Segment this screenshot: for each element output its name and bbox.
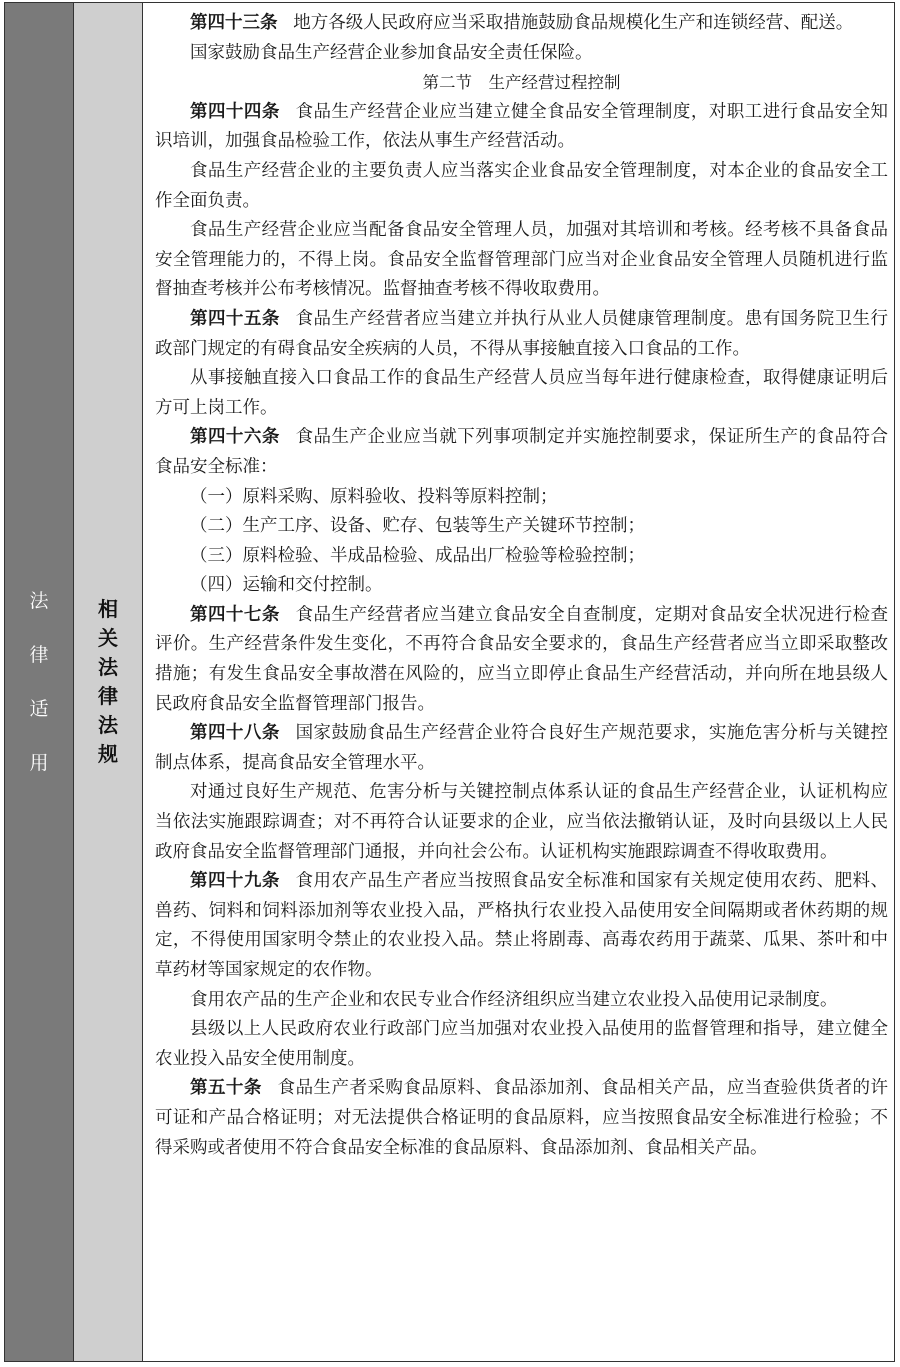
article-number: 第四十九条: [190, 871, 280, 892]
subcategory-label: 相关法律法规: [98, 597, 118, 766]
article-number: 第四十五条: [190, 308, 280, 329]
paragraph: 第四十七条 食品生产经营者应当建立食品安全自查制度，定期对食品安全状况进行检查评价。生产经营条件发生变化，不再符合食品安全要求的，食品生产经营者应当立即采取整改措施；有发生食品安全事故潜在风险的，应当立即停止食品生产经营活动，并向所在地县级人民政府食品安全监督管理部门报告。: [155, 604, 889, 714]
category-label: 法律适用: [29, 590, 49, 774]
list-item: （一）原料采购、原料验收、投料等原料控制；: [190, 486, 558, 507]
paragraph: 第四十六条 食品生产企业应当就下列事项制定并实施控制要求，保证所生产的食品符合食品安全标准：: [155, 427, 889, 477]
document-table: [4, 2, 895, 1362]
paragraph: 第五十条 食品生产者采购食品原料、食品添加剂、食品相关产品，应当查验供货者的许可证和产品合格证明；对无法提供合格证明的食品原料，应当按照食品安全标准进行检验；不得采购或者使用不符合食品安全标准的食品原料、食品添加剂、食品相关产品。: [155, 1078, 889, 1158]
paragraph: 国家鼓励食品生产经营企业参加食品安全责任保险。: [190, 42, 593, 63]
paragraph: 对通过良好生产规范、危害分析与关键控制点体系认证的食品生产经营企业，认证机构应当依法实施跟踪调查；对不再符合认证要求的企业，应当依法撤销认证，及时向县级以上人民政府食品安全监督管理部门通报，并向社会公布。认证机构实施跟踪调查不得收取费用。: [155, 782, 888, 862]
subcategory-column: [74, 3, 143, 1361]
paragraph: 县级以上人民政府农业行政部门应当加强对农业投入品使用的监督管理和指导，建立健全农业投入品安全使用制度。: [155, 1019, 888, 1069]
article-number: 第五十条: [190, 1078, 262, 1099]
paragraph: 第四十五条 食品生产经营者应当建立并执行从业人员健康管理制度。患有国务院卫生行政部门规定的有碍食品安全疾病的人员，不得从事接触直接入口食品的工作。: [155, 308, 889, 359]
category-column: [5, 3, 74, 1361]
paragraph: 第四十九条 食用农产品生产者应当按照食品安全标准和国家有关规定使用农药、肥料、兽药、饲料和饲料添加剂等农业投入品，严格执行农业投入品使用安全间隔期或者休药期的规定，不得使用国家明令禁止的农业投入品。禁止将剧毒、高毒农药用于蔬菜、瓜果、茶叶和中草药材等国家规定的农作物。: [155, 871, 889, 980]
article-number: 第四十四条: [190, 101, 280, 122]
paragraph: 食用农产品的生产企业和农民专业合作经济组织应当建立农业投入品使用记录制度。: [190, 989, 838, 1010]
list-item: （二）生产工序、设备、贮存、包装等生产关键环节控制；: [190, 516, 645, 537]
article-number: 第四十六条: [190, 427, 280, 448]
article-number: 第四十三条: [190, 13, 278, 33]
section-heading: 第二节 生产经营过程控制: [422, 73, 621, 93]
law-text: [143, 3, 894, 1361]
list-item: （三）原料检验、半成品检验、成品出厂检验等检验控制；: [190, 545, 645, 566]
paragraph: 第四十三条 地方各级人民政府应当采取措施鼓励食品规模化生产和连锁经营、配送。: [190, 13, 854, 33]
paragraph: 食品生产经营企业的主要负责人应当落实企业食品安全管理制度，对本企业的食品安全工作全面负责。: [155, 160, 888, 211]
paragraph: 第四十八条 国家鼓励食品生产经营企业符合良好生产规范要求，实施危害分析与关键控制点体系，提高食品安全管理水平。: [155, 723, 889, 773]
article-number: 第四十八条: [190, 723, 280, 744]
paragraph: 从事接触直接入口食品工作的食品生产经营人员应当每年进行健康检查，取得健康证明后方可上岗工作。: [155, 368, 888, 418]
paragraph: 食品生产经营企业应当配备食品安全管理人员，加强对其培训和考核。经考核不具备食品安全管理能力的，不得上岗。食品安全监督管理部门应当对企业食品安全管理人员随机进行监督抽查考核并公布考核情况。监督抽查考核不得收取费用。: [155, 220, 888, 300]
paragraph: 第四十四条 食品生产经营企业应当建立健全食品安全管理制度，对职工进行食品安全知识培训，加强食品检验工作，依法从事生产经营活动。: [155, 101, 889, 152]
article-number: 第四十七条: [190, 604, 280, 625]
list-item: （四）运输和交付控制。: [190, 575, 383, 596]
